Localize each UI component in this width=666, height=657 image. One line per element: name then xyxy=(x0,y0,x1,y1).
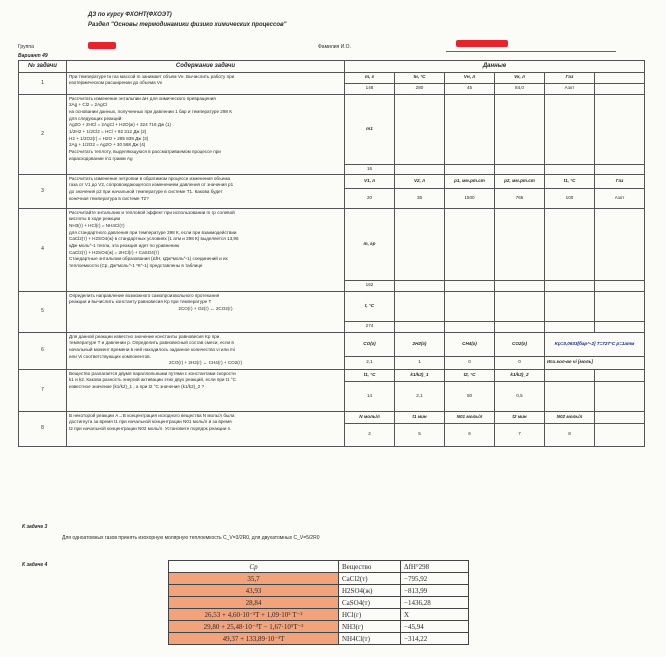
thermo-substance: CaCl2(т) xyxy=(339,573,401,585)
task-text-line: 2CO(г) + 2H2(г) ↔ CH4(г) + CO2(г) xyxy=(168,360,243,366)
tasks-table xyxy=(18,60,645,447)
data-value xyxy=(495,164,545,174)
data-value: 100 xyxy=(545,188,595,208)
thermo-head-cp: Cp xyxy=(169,561,339,573)
task-text-line: кислоты в ходе реакции xyxy=(69,216,121,222)
task-text-line: Рассчитайте энтальпию и тепловой эффект при использовании m гр солевой xyxy=(69,209,235,215)
data-value xyxy=(395,280,445,291)
task-number: 8 xyxy=(19,411,67,446)
data-value: 20 xyxy=(345,188,395,208)
data-head: CO(г) xyxy=(345,332,395,356)
task-text-line: конечная температура в системе T2? xyxy=(69,195,149,201)
data-head: Vк, л xyxy=(495,72,545,83)
thermo-substance: NH4Cl(т) xyxy=(339,633,401,645)
thermo-head-h: ΔfH°298 xyxy=(401,561,469,573)
data-head: Vн, л xyxy=(445,72,495,83)
col-header-content: Содержание задачи xyxy=(67,61,345,73)
data-value: 45 xyxy=(445,83,495,94)
data-head xyxy=(595,411,645,423)
task-text xyxy=(67,411,345,446)
thermo-substance: H2SO4(ж) xyxy=(339,585,401,597)
data-value: 5 xyxy=(395,423,445,446)
data-head xyxy=(445,208,495,280)
data-value: 6 xyxy=(445,423,495,446)
thermo-cp: 43,93 xyxy=(169,585,339,597)
task-text-line: Рассчитать изменение энтальпии ΔН для химического превращения xyxy=(69,95,216,101)
data-value xyxy=(545,381,595,411)
task-text xyxy=(67,291,345,332)
data-head: m, г xyxy=(345,72,395,83)
data-head xyxy=(545,208,595,280)
data-value: Азот xyxy=(595,188,645,208)
task4-table-label: К задаче 4 xyxy=(22,562,48,568)
data-head xyxy=(395,208,445,280)
data-head: Газ xyxy=(545,72,595,83)
task-text-line: для следующих реакций: xyxy=(69,115,123,121)
task-number: 7 xyxy=(19,369,67,411)
task-text-line: изотермическом расширении до объема Vк xyxy=(69,80,163,86)
task-text-line: Ag2O + 2HCl = 2AgCl + H2O(ж) + 324 716 Дж (1) xyxy=(69,122,171,128)
task-text xyxy=(67,94,345,174)
data-head: N01 моль/л xyxy=(445,411,495,423)
data-head: k1/k2)_2 xyxy=(495,369,545,381)
data-head: p1, мм.рт.ст xyxy=(445,174,495,188)
data-head xyxy=(445,94,495,164)
task-text-line: Для данной реакции известно значение константы равновесия Kp при xyxy=(69,333,220,339)
data-head xyxy=(545,369,595,381)
data-value: 2 xyxy=(345,423,395,446)
thermo-enthalpy: −1436,28 xyxy=(401,597,469,609)
data-extra: Kp=0,0633[бар^-2] T=727°C p=1атм xyxy=(545,332,645,356)
task-text-line: CaCl2(т) + H2SO4(ж) = 2HCl(г) + CaSO4(т) xyxy=(69,249,160,255)
task-text-line: Рассчитать теплоту, выделяющуюся в рассматриваемом процессе при xyxy=(69,148,221,154)
data-head: p2, мм.рт.ст xyxy=(495,174,545,188)
data-value: 2,1 xyxy=(395,381,445,411)
thermo-cp: 26,53 + 4,60·10⁻³T + 1,09·10⁵ T⁻² xyxy=(169,609,339,621)
data-value xyxy=(445,280,495,291)
task-text-line: Вещество разлагается двумя параллельными путями с константами скорости xyxy=(69,370,236,376)
data-value: 162 xyxy=(345,280,395,291)
data-value: 0,5 xyxy=(495,381,545,411)
data-head: 2H2(г) xyxy=(395,332,445,356)
data-value: 35 xyxy=(395,188,445,208)
thermo-cp: 35,7 xyxy=(169,573,339,585)
thermo-cp: 49,37 + 133,89·10⁻³T xyxy=(169,633,339,645)
task-text-line: Определить направление возможного самопроизвольного протекания xyxy=(69,292,220,298)
task-text-line: 1/2H2 + 1/2Cl2 = HCl + 92 312 Дж (2) xyxy=(69,128,147,134)
data-head: t1, °C xyxy=(345,369,395,381)
data-head: Газ xyxy=(595,174,645,188)
data-value xyxy=(595,83,645,94)
data-head: CO2(г) xyxy=(495,332,545,356)
task-text-line: кДж·моль^-1 тепла, эта реакция идет по уравнению xyxy=(69,242,180,248)
data-value: 50 xyxy=(445,381,495,411)
data-value xyxy=(495,280,545,291)
task-text-line: достигнута за время t1 при начальной концентрации N01 моль/л и за время xyxy=(69,419,232,425)
data-value xyxy=(445,164,495,174)
data-value xyxy=(595,381,645,411)
task-text-line: израсходовании m1 грамм Ag xyxy=(69,155,133,161)
data-value xyxy=(595,321,645,332)
data-head xyxy=(595,369,645,381)
task-number: 2 xyxy=(19,94,67,174)
data-head xyxy=(595,208,645,280)
data-value: 14 xyxy=(345,381,395,411)
task-number: 5 xyxy=(19,291,67,332)
task-text-line: на основании данных, полученных при давлении 1 бар и температуре 298 К xyxy=(69,109,232,114)
thermo-head-subst: Вещество xyxy=(339,561,401,573)
data-value: 765 xyxy=(495,188,545,208)
task-text-line: до значения p2 при начальной температуре в системе T1. Какова будет xyxy=(69,189,223,194)
data-value: 8 xyxy=(545,423,595,446)
data-value xyxy=(495,321,545,332)
data-head: V2, л xyxy=(395,174,445,188)
col-header-no: № задачи xyxy=(19,61,67,73)
data-head: Исх.кол-во vi [моль] xyxy=(545,356,645,369)
redacted-group xyxy=(88,42,116,49)
thermo-enthalpy: −314,22 xyxy=(401,633,469,645)
data-head xyxy=(595,94,645,164)
task-number: 3 xyxy=(19,174,67,208)
data-value xyxy=(545,280,595,291)
data-head xyxy=(495,291,545,321)
task-text-line: NH3(г) + HCl(г) = NH4Cl(т) xyxy=(69,223,125,228)
header-line1: ДЗ по курсу ФХОНТ(ФХОЭТ) xyxy=(88,12,172,18)
data-head: V1, л xyxy=(345,174,395,188)
data-value xyxy=(595,164,645,174)
task-text xyxy=(67,208,345,291)
thermo-cp: 28,84 xyxy=(169,597,339,609)
data-head xyxy=(495,208,545,280)
task-text-line: температуре T и давлении p. Определить равновесный состав смеси, если в xyxy=(69,340,234,346)
variant-label: Вариант 49 xyxy=(18,53,48,59)
task3-note-text: Для одноатомных газов принять изохорную молярную теплоемкость C_V=3/2R0, для двухатомных C_V=5/2R0 xyxy=(62,535,320,541)
data-head: t1, °C xyxy=(545,174,595,188)
data-head xyxy=(395,291,445,321)
data-head xyxy=(395,94,445,164)
data-value xyxy=(545,321,595,332)
data-value: 84,0 xyxy=(495,83,545,94)
data-value xyxy=(595,423,645,446)
header-line2: Раздел "Основы термодинамики физико химических процессов" xyxy=(88,22,287,28)
data-head: m1 xyxy=(345,94,395,164)
data-value: 274 xyxy=(345,321,395,332)
data-value xyxy=(545,164,595,174)
task-number: 6 xyxy=(19,332,67,369)
data-value: 16 xyxy=(345,164,395,174)
data-head: m, гр xyxy=(345,208,395,280)
thermo-data-table xyxy=(168,560,469,645)
task-text-line: Стандартные энтальпии образования (ΔfH, кДж*моль^-1) соединений и их xyxy=(69,256,228,262)
task-text-line: известное значение (k1/k2)_1 , а при t2 °C значение (k1/k2)_2 ? xyxy=(69,384,205,389)
task-text-line: 2CO(г) + O2(г) ↔ 2CO2(г) xyxy=(178,306,233,311)
task-text xyxy=(67,174,345,208)
task-text-line: k1 и k2. Какова разность энергий активации этих двух реакций, если при t1 °C xyxy=(69,377,236,383)
data-head: tн, °C xyxy=(395,72,445,83)
task-text xyxy=(67,369,345,411)
data-value: 1500 xyxy=(445,188,495,208)
task-text-line: 2Ag + Cl2 = 2AgCl xyxy=(69,102,108,108)
data-head xyxy=(495,94,545,164)
data-head: CH4(г) xyxy=(445,332,495,356)
data-head xyxy=(545,94,595,164)
task-text-line: для стандартного давления при температуре 398 К, если при взаимодействии xyxy=(69,229,237,235)
task-number: 1 xyxy=(19,72,67,94)
task-text-line: При температуре tн газ массой m занимает объем Vн. Вычислить работу при xyxy=(69,73,235,79)
data-head: t2 мин xyxy=(495,411,545,423)
task-text-line: реакции и вычислить константу равновесия Kp при температуре T xyxy=(69,299,212,305)
task-text-line: или Vi соответствующих компонентов. xyxy=(69,353,151,359)
data-head xyxy=(595,72,645,83)
thermo-substance: CaSO4(т) xyxy=(339,597,401,609)
task-number: 4 xyxy=(19,208,67,291)
task-text-line: 2Ag + 1/2O2 = Ag2O + 30 568 Дж (4) xyxy=(69,142,146,148)
data-value xyxy=(445,321,495,332)
thermo-substance: HCl(г) xyxy=(339,609,401,621)
data-value: 0 xyxy=(495,356,545,369)
thermo-enthalpy: −813,99 xyxy=(401,585,469,597)
task-text-line: начальный момент времени в ней находилось заданное количество vi или mi xyxy=(69,347,235,352)
data-head: t, °C xyxy=(345,291,395,321)
task-text-line: Рассчитать изменение энтропии в обратимом процессе изменения объема xyxy=(69,175,231,181)
task-text-line: CaCl2(т) + H2SO4(ж) в стандартных условиях (1 атм и 298 К) выделяется 13,96 xyxy=(69,236,239,242)
data-value: 280 xyxy=(395,83,445,94)
data-head xyxy=(545,291,595,321)
thermo-enthalpy: X xyxy=(401,609,469,621)
data-head: N02 моль/л xyxy=(545,411,595,423)
data-head xyxy=(595,291,645,321)
thermo-enthalpy: −795,92 xyxy=(401,573,469,585)
data-value: 1 xyxy=(395,356,445,369)
task-text-line: H2 + 1/2O2(г) = H2O + 285 838 Дж (3) xyxy=(69,135,149,141)
thermo-cp: 29,80 + 25,48·10⁻³T − 1,67·10⁵T⁻² xyxy=(169,621,339,633)
data-head: t2, °C xyxy=(445,369,495,381)
data-value: Азот xyxy=(545,83,595,94)
task-text xyxy=(67,72,345,94)
data-head xyxy=(445,291,495,321)
thermo-substance: NH3(г) xyxy=(339,621,401,633)
col-header-data: Данные xyxy=(345,61,645,73)
task-text-line: t2 при начальной концентрации N02 моль/л. Установите порядок реакции n. xyxy=(69,426,232,431)
data-value xyxy=(395,164,445,174)
task-text-line: теплоемкости (Cp, Дж*моль^-1 *К^-1) представлены в таблице xyxy=(69,262,203,268)
name-label: Фамилия И.О. xyxy=(318,44,351,50)
thermo-enthalpy: −45,94 xyxy=(401,621,469,633)
name-underline xyxy=(446,51,616,52)
task-text xyxy=(67,332,345,369)
data-value: 2,1 xyxy=(345,356,395,369)
task-text-line: газа от V1 до V2, сопровождающегося изменением давления от значения p1 xyxy=(69,182,234,188)
data-head: t1 мин xyxy=(395,411,445,423)
redacted-name xyxy=(456,40,508,47)
data-value xyxy=(395,321,445,332)
data-value: 7 xyxy=(495,423,545,446)
data-value xyxy=(595,280,645,291)
data-value: 0 xyxy=(445,356,495,369)
data-head: k1/k2)_1 xyxy=(395,369,445,381)
task-text-line: В некоторой реакции A→B концентрация исходного вещества N моль/л была xyxy=(69,412,235,418)
task3-note-label: К задаче 3 xyxy=(22,524,48,530)
data-head: N моль/л xyxy=(345,411,395,423)
data-value: 148 xyxy=(345,83,395,94)
group-label: Группа xyxy=(18,44,34,50)
